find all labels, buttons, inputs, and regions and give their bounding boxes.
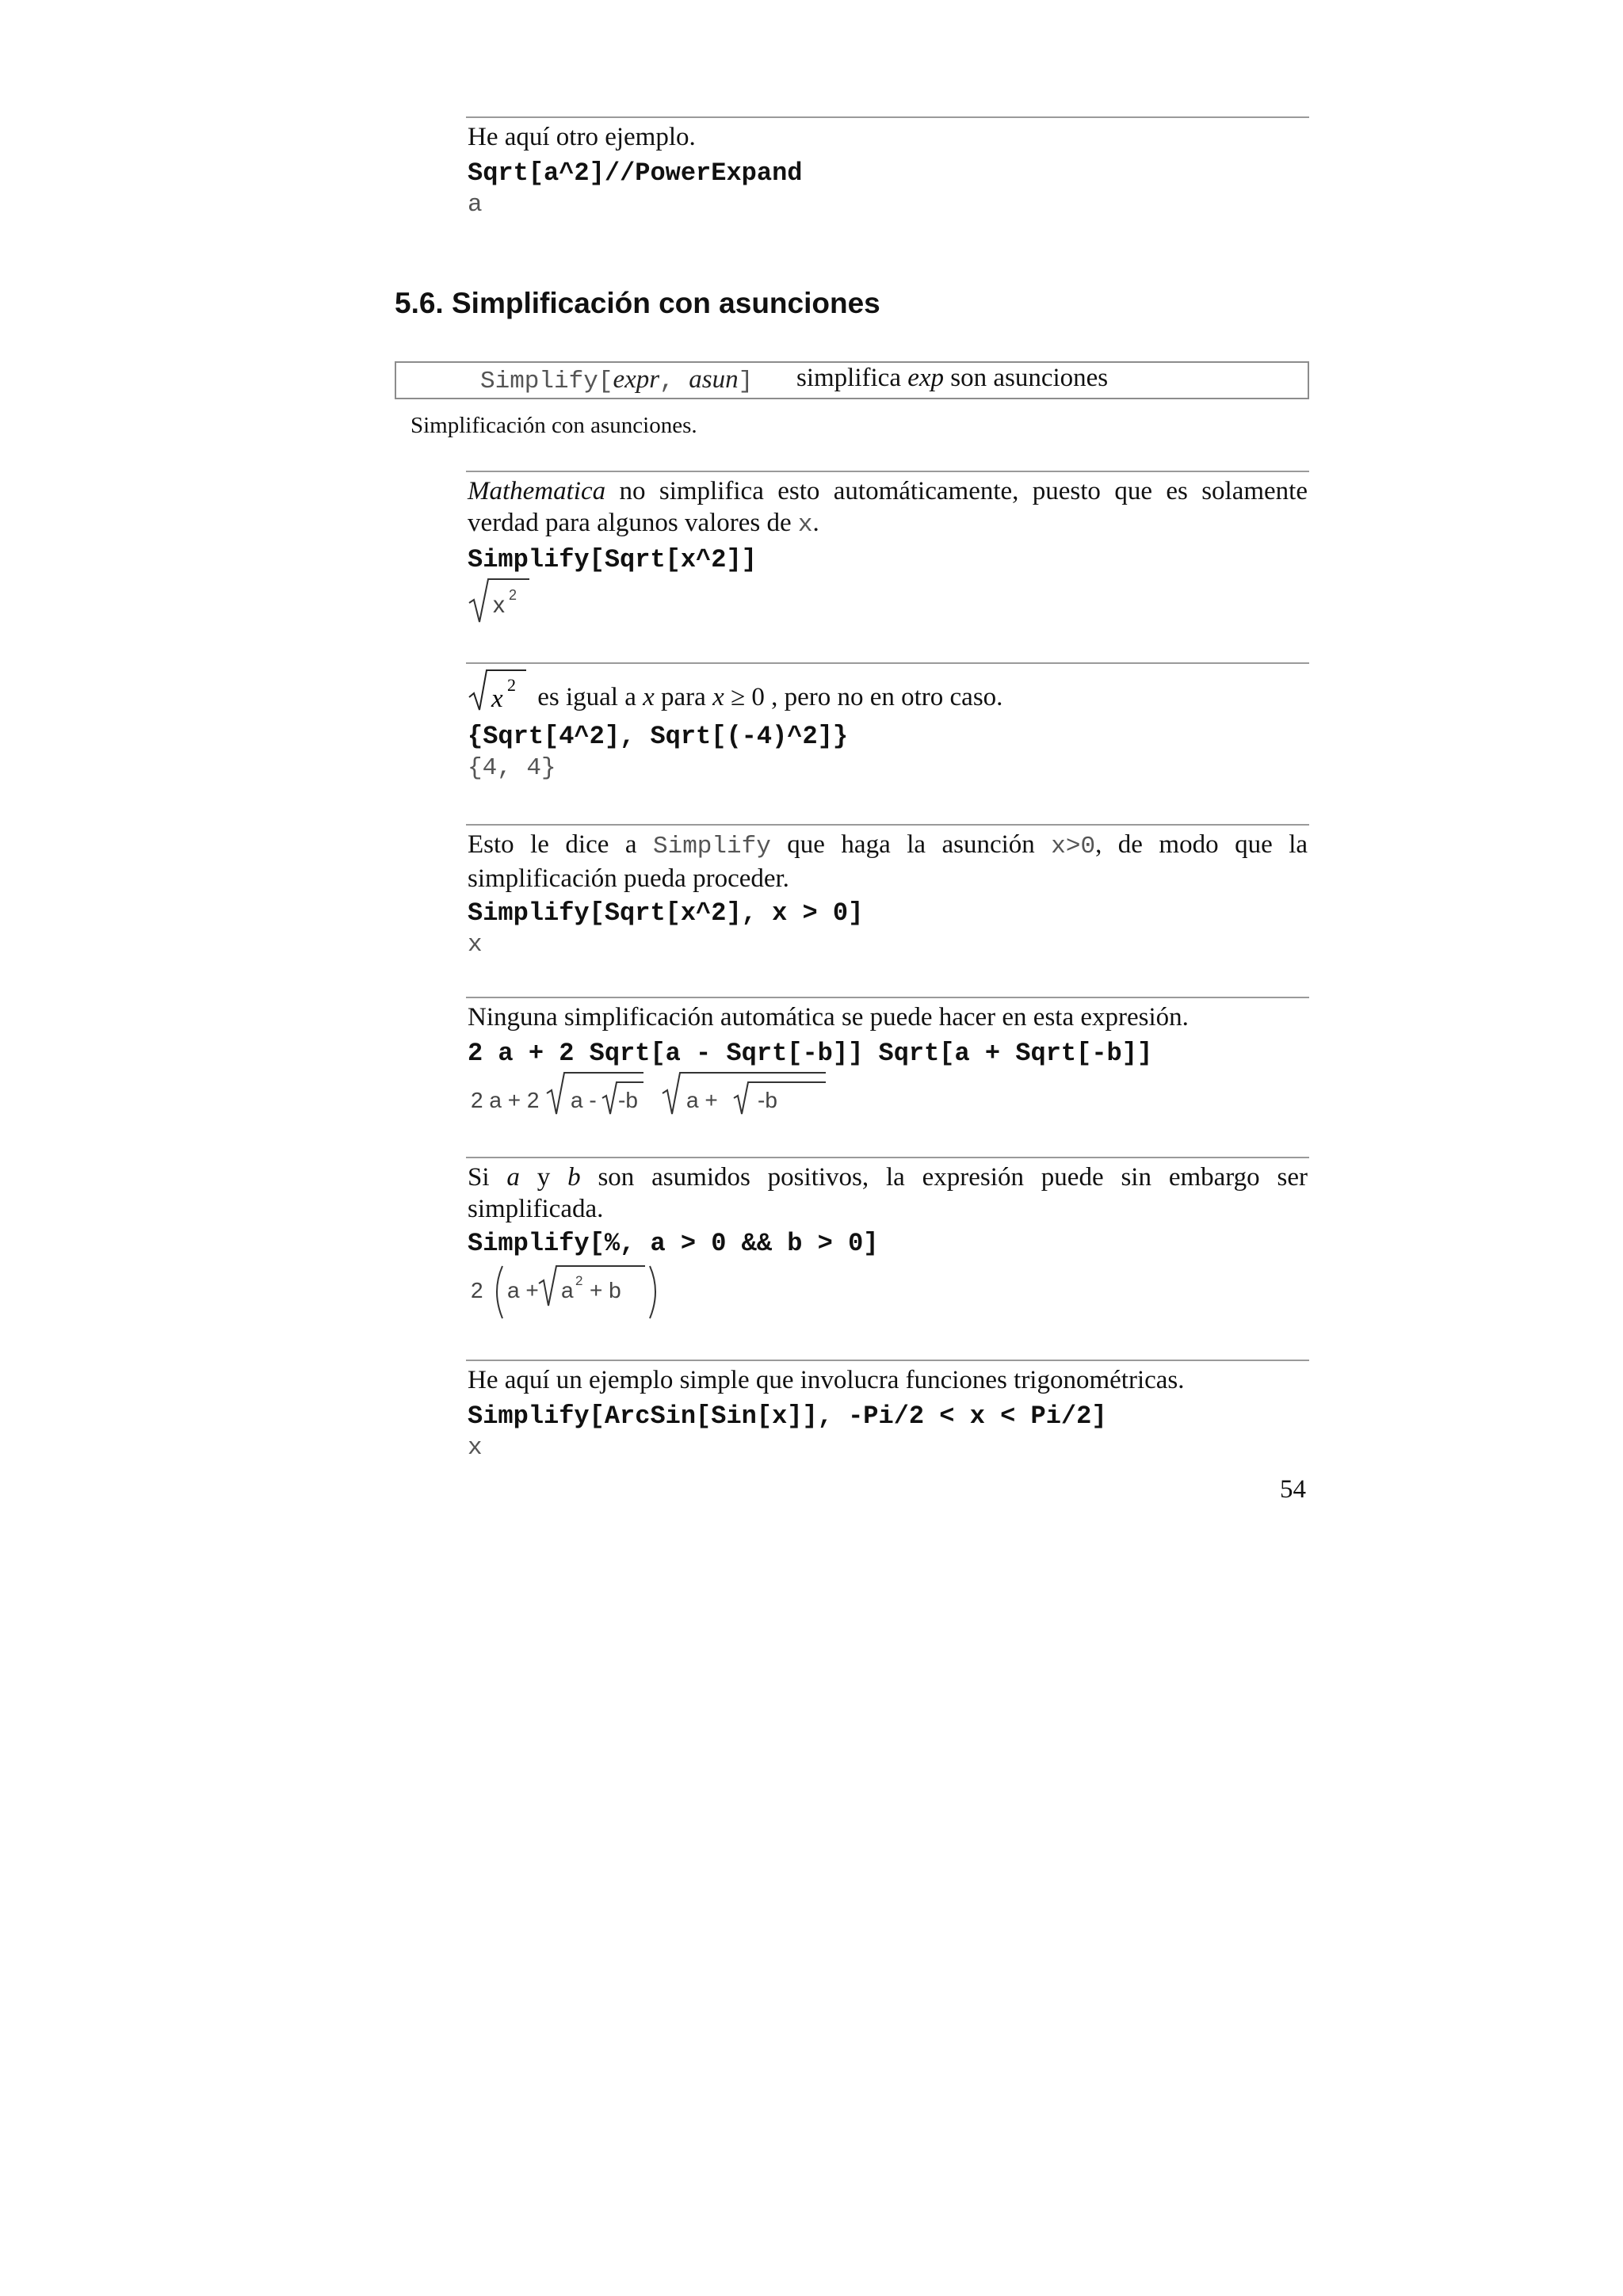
command-arg-expr: expr bbox=[613, 365, 660, 394]
desc-part: simplifica bbox=[796, 364, 908, 392]
example-text: Ninguna simplificación automática se puede hacer en esta expresión. bbox=[468, 1003, 1189, 1032]
text-part: que haga la asunción bbox=[770, 830, 1052, 859]
page-number: 54 bbox=[1280, 1475, 1306, 1504]
input-cell: Simplify[Sqrt[x^2]] bbox=[468, 545, 757, 574]
text-part: y bbox=[519, 1163, 568, 1192]
divider bbox=[466, 1360, 1309, 1361]
example-text bbox=[468, 475, 1308, 541]
divider bbox=[466, 116, 1309, 118]
input-cell: {Sqrt[4^2], Sqrt[(-4)^2]} bbox=[468, 722, 849, 751]
input-cell: Simplify[Sqrt[x^2], x > 0] bbox=[468, 898, 864, 928]
output-cell: {4, 4} bbox=[468, 754, 556, 782]
output-radical-formula bbox=[468, 1070, 832, 1119]
example-text bbox=[468, 1161, 1308, 1225]
section-heading: 5.6. Simplificación con asunciones bbox=[395, 287, 880, 319]
out-term: a + bbox=[507, 1278, 539, 1302]
divider bbox=[466, 824, 1309, 826]
mathematica-word: Mathematica bbox=[468, 477, 606, 505]
input-cell: Simplify[%, a > 0 && b > 0] bbox=[468, 1229, 879, 1258]
example-3 bbox=[468, 829, 1308, 961]
example-text: He aquí otro ejemplo. bbox=[468, 123, 696, 151]
variable-b: b bbox=[567, 1163, 581, 1192]
example-4 bbox=[468, 1001, 1308, 1119]
text-part: son asumidos positivos, la expresión puede sin embargo ser simplificada. bbox=[468, 1163, 1308, 1223]
variable-a: a bbox=[506, 1163, 520, 1192]
variable-x: x bbox=[643, 683, 655, 711]
inner-radicand-2: -b bbox=[758, 1088, 777, 1112]
output-cell: x bbox=[468, 1434, 483, 1462]
inline-code: Simplify bbox=[653, 833, 771, 860]
text-part: . bbox=[812, 509, 819, 537]
example-6 bbox=[468, 1364, 1308, 1464]
command-description bbox=[796, 364, 1108, 393]
example-text: He aquí un ejemplo simple que involucra funciones trigonométricas. bbox=[468, 1366, 1185, 1394]
example-text bbox=[468, 667, 1308, 713]
out-lead: 2 bbox=[471, 1278, 483, 1302]
variable-x: x bbox=[712, 683, 724, 711]
output-sqrt-formula bbox=[468, 576, 539, 625]
output-cell: a bbox=[468, 191, 483, 219]
text-part: ≥ 0 , pero no en otro caso. bbox=[724, 683, 1003, 711]
command-sep: , bbox=[659, 368, 689, 395]
divider bbox=[466, 1157, 1309, 1158]
output-cell: x bbox=[468, 931, 483, 959]
divider bbox=[466, 997, 1309, 998]
input-cell: Sqrt[a^2]//PowerExpand bbox=[468, 158, 803, 188]
command-close: ] bbox=[738, 368, 754, 395]
inner-tail: + b bbox=[590, 1278, 621, 1302]
text-part: no simplifica esto automáticamente, puesto que es solamente verdad para algunos valores de bbox=[468, 477, 1308, 537]
table-caption: Simplificación con asunciones. bbox=[411, 413, 697, 438]
text-part: para bbox=[654, 683, 713, 711]
command-arg-asun: asun bbox=[689, 365, 739, 394]
inner-radicand-1: -b bbox=[618, 1088, 638, 1112]
exponent: 2 bbox=[509, 587, 517, 603]
command-table bbox=[395, 361, 1309, 399]
radicand-1: a - bbox=[571, 1088, 597, 1112]
inline-code: x bbox=[797, 511, 813, 539]
output-parenthesized-formula bbox=[468, 1260, 674, 1323]
sqrt-x2-formula bbox=[468, 667, 531, 713]
command-syntax bbox=[480, 365, 753, 395]
input-cell: 2 a + 2 Sqrt[a - Sqrt[-b]] Sqrt[a + Sqrt[-b]] bbox=[468, 1039, 1153, 1068]
radicand: x bbox=[493, 592, 505, 618]
text-part: , de modo que la simplificación pueda proceder. bbox=[468, 830, 1308, 893]
exponent: 2 bbox=[507, 675, 516, 695]
example-5 bbox=[468, 1161, 1308, 1323]
text-part: Esto le dice a bbox=[468, 830, 653, 859]
divider bbox=[466, 662, 1309, 664]
example-1 bbox=[468, 475, 1308, 625]
desc-italic: exp bbox=[907, 364, 945, 392]
text-part: es igual a bbox=[531, 683, 643, 711]
radicand-2: a + bbox=[686, 1088, 718, 1112]
input-cell: Simplify[ArcSin[Sin[x]], -Pi/2 < x < Pi/2] bbox=[468, 1402, 1107, 1431]
divider bbox=[466, 471, 1309, 472]
example-text bbox=[468, 829, 1308, 894]
out-lead: 2 a + 2 bbox=[471, 1088, 540, 1112]
inner-radicand: a bbox=[561, 1278, 574, 1302]
text-part: Si bbox=[468, 1163, 507, 1192]
desc-part: son asunciones bbox=[944, 364, 1109, 392]
radicand: x bbox=[491, 685, 503, 713]
example-top bbox=[468, 121, 1308, 221]
inner-exponent: 2 bbox=[575, 1273, 583, 1288]
command-name: Simplify[ bbox=[480, 368, 613, 395]
example-2 bbox=[468, 667, 1308, 784]
inline-code: x>0 bbox=[1051, 833, 1096, 860]
